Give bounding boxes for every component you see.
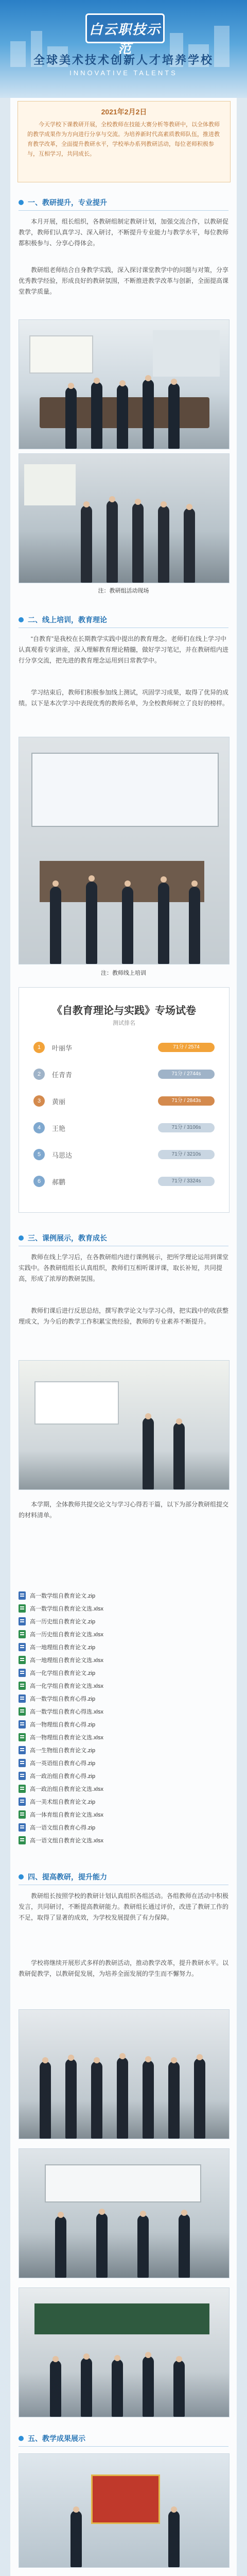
paragraph: 教师们课后进行反思总结，撰写教学论文与学习心得，把实践中的收获整理成文，为今后的教学工作积累宝贵经验，教师的专业素养不断提升。 bbox=[19, 1307, 229, 1325]
excel-file-icon bbox=[19, 1810, 26, 1819]
bullet-icon bbox=[19, 617, 24, 622]
file-name: 高一地理组自教育论文选.xlsx bbox=[30, 1657, 103, 1664]
rank-row bbox=[33, 1146, 215, 1163]
divider bbox=[19, 2446, 228, 2447]
bullet-icon bbox=[19, 200, 24, 205]
file-list bbox=[19, 1589, 228, 1846]
bullet-icon bbox=[19, 1874, 24, 1879]
file-item[interactable] bbox=[19, 1821, 228, 1834]
excel-file-icon bbox=[19, 1604, 26, 1613]
file-name: 高一数学组自教育心得选.xlsx bbox=[30, 1708, 103, 1715]
excel-file-icon bbox=[19, 1836, 26, 1844]
zip-file-icon bbox=[19, 1617, 26, 1625]
rank-score-badge: 71分 / 3324s bbox=[158, 1177, 215, 1186]
paragraph: 教研组老师结合自身教学实践，深入探讨课堂教学中的问题与对策，分享优秀教学经验，形成良好的教研氛围，不断推进教学改革与创新，全面提高课堂教学质量。 bbox=[19, 266, 229, 295]
rank-score-badge: 71分 / 2744s bbox=[158, 1070, 215, 1079]
file-name: 高一物理组自教育心得.zip bbox=[30, 1721, 96, 1728]
page-subtitle: INNOVATIVE TALENTS bbox=[69, 69, 178, 77]
paragraph: 学习结束后，教师们积极参加线上测试，巩固学习成果，取得了优异的成绩。以下是本次学习中表现优秀的教师名单，为全校教师树立了良好的榜样。 bbox=[19, 689, 229, 707]
file-name: 高一数学组自教育论文.zip bbox=[30, 1592, 96, 1599]
rank-name: 王艳 bbox=[52, 1124, 66, 1132]
paragraph: “自教育”是我校在长期教学实践中提出的教育理念。老师们在线上学习中认真观看专家讲座，深入理解教育理论精髓，做好学习笔记，并在教研组内进行分享交流，把先进的教育理念运用到日常教学中。 bbox=[19, 635, 229, 664]
file-item[interactable] bbox=[19, 1769, 228, 1782]
file-item[interactable] bbox=[19, 1602, 228, 1615]
rank-score-badge: 71分 / 3210s bbox=[158, 1150, 215, 1159]
intro-text: 今天学校下课教研开展，全校教师在技能大赛分析等教研中，以全体教师的教学成果作为方向进行分享与交流。为培养新时代高素质教师队伍，推进教育教学改革，全面提升教研水平，学校举办系列教研活动，每位老师积极参与，互相学习，共同成长。 bbox=[27, 122, 220, 157]
file-item[interactable] bbox=[19, 1628, 228, 1640]
photo-teachers-group bbox=[19, 453, 230, 583]
paragraph: 本月开展，组长组织，各教研组制定教研计划，加强交流合作，以教研促教学，教师们认真学习、深入研讨，不断提升专业能力与教学水平，每位教师都积极参与、分享心得体会。 bbox=[19, 218, 229, 247]
medal-icon: 1 bbox=[33, 1042, 45, 1053]
file-item[interactable] bbox=[19, 1705, 228, 1718]
file-item[interactable] bbox=[19, 1834, 228, 1846]
file-name: 高一化学组自教育论文.zip bbox=[30, 1670, 96, 1676]
photo-caption: 注：教师线上培训 bbox=[101, 970, 146, 976]
rank-card bbox=[19, 987, 230, 1213]
excel-file-icon bbox=[19, 1682, 26, 1690]
excel-file-icon bbox=[19, 1656, 26, 1664]
section-heading-4 bbox=[19, 1870, 107, 1884]
zip-file-icon bbox=[19, 1591, 26, 1600]
file-item[interactable] bbox=[19, 1795, 228, 1808]
file-item[interactable] bbox=[19, 1589, 228, 1602]
file-name: 高一历史组自教育论文.zip bbox=[30, 1618, 96, 1625]
file-name: 高一地理组自教育论文.zip bbox=[30, 1644, 96, 1651]
file-name: 高一数学组自教育论文选.xlsx bbox=[30, 1605, 103, 1612]
photo-seminar bbox=[19, 2148, 230, 2278]
zip-file-icon bbox=[19, 1669, 26, 1677]
rank-row bbox=[33, 1173, 215, 1190]
section-title: 二、线上培训，教育理论 bbox=[28, 616, 107, 624]
excel-file-icon bbox=[19, 1707, 26, 1716]
section-heading-5 bbox=[19, 2432, 85, 2445]
zip-file-icon bbox=[19, 1694, 26, 1703]
rank-name: 郝鹏 bbox=[52, 1178, 66, 1186]
photo-online-training bbox=[19, 737, 230, 964]
rank-row bbox=[33, 1120, 215, 1136]
photo-award bbox=[19, 2453, 230, 2568]
rank-score-badge: 71分 / 3106s bbox=[158, 1123, 215, 1132]
excel-file-icon bbox=[19, 1630, 26, 1638]
page-title: 全球美术技术创新人才培养学校 bbox=[33, 54, 214, 66]
zip-file-icon bbox=[19, 1823, 26, 1832]
rank-name: 任青青 bbox=[52, 1071, 73, 1079]
file-name: 高一英语组自教育心得.zip bbox=[30, 1760, 96, 1767]
photo-meeting-room bbox=[19, 319, 230, 449]
zip-file-icon bbox=[19, 1772, 26, 1780]
file-name: 高一政治组自教育论文选.xlsx bbox=[30, 1786, 103, 1792]
zip-file-icon bbox=[19, 1746, 26, 1754]
section-title: 三、课例展示，教育成长 bbox=[28, 1234, 107, 1242]
paragraph: 教研组长按照学校的教研计划认真组织各组活动。各组教师在活动中积极发言，共同研讨，不断提高教研能力。教研组长通过评价，改进了教研工作的不足，取得了显著的成效，为学校发展提供了有力保障。 bbox=[19, 1892, 229, 1921]
file-item[interactable] bbox=[19, 1666, 228, 1679]
paragraph: 学校将继续开展形式多样的教研活动，推动教学改革，提升教研水平。以教研促教学，以教研促发展，为培养全面发展的学生而不懈努力。 bbox=[19, 1959, 229, 1977]
file-item[interactable] bbox=[19, 1731, 228, 1743]
file-name: 高一历史组自教育论文选.xlsx bbox=[30, 1631, 103, 1638]
photo-caption: 注：教研组活动现场 bbox=[98, 588, 149, 594]
photo-lesson-demo bbox=[19, 1360, 230, 1490]
intro-card bbox=[17, 101, 231, 182]
medal-icon: 5 bbox=[33, 1149, 45, 1160]
file-name: 高一生物组自教育论文.zip bbox=[30, 1747, 96, 1754]
file-name: 高一语文组自教育心得.zip bbox=[30, 1824, 96, 1831]
rank-name: 马思达 bbox=[52, 1151, 73, 1159]
rank-title: 《自教育理论与实践》专场试卷 bbox=[52, 1005, 196, 1016]
file-name: 高一政治组自教育心得.zip bbox=[30, 1773, 96, 1780]
file-name: 高一美术组自教育论文.zip bbox=[30, 1799, 96, 1805]
file-item[interactable] bbox=[19, 1679, 228, 1692]
file-item[interactable] bbox=[19, 1743, 228, 1756]
excel-file-icon bbox=[19, 1785, 26, 1793]
medal-icon: 4 bbox=[33, 1122, 45, 1133]
banner bbox=[0, 0, 247, 98]
rank-name: 黄丽 bbox=[52, 1097, 66, 1106]
rank-row bbox=[33, 1039, 215, 1056]
file-item[interactable] bbox=[19, 1718, 228, 1731]
rank-subtitle: 测试排名 bbox=[113, 1020, 135, 1026]
file-item[interactable] bbox=[19, 1808, 228, 1821]
section-title: 四、提高教研，提升能力 bbox=[28, 1873, 107, 1881]
file-item[interactable] bbox=[19, 1782, 228, 1795]
section-heading-2 bbox=[19, 613, 107, 626]
publish-date: 2021年2月2日 bbox=[101, 108, 147, 116]
photo-classroom bbox=[19, 2287, 230, 2417]
file-name: 高一语文组自教育论文选.xlsx bbox=[30, 1837, 103, 1844]
rank-row bbox=[33, 1066, 215, 1082]
section-heading-1 bbox=[19, 196, 107, 209]
zip-file-icon bbox=[19, 1798, 26, 1806]
section-heading-3 bbox=[19, 1231, 107, 1245]
file-item[interactable] bbox=[19, 1756, 228, 1769]
file-item[interactable] bbox=[19, 1653, 228, 1666]
bullet-icon bbox=[19, 2436, 24, 2441]
bullet-icon bbox=[19, 1235, 24, 1241]
divider bbox=[19, 210, 228, 211]
medal-icon: 3 bbox=[33, 1095, 45, 1107]
file-item[interactable] bbox=[19, 1692, 228, 1705]
file-name: 高一物理组自教育论文选.xlsx bbox=[30, 1734, 103, 1741]
section-title: 五、教学成果展示 bbox=[28, 2434, 85, 2443]
logo bbox=[85, 13, 165, 56]
rank-score-badge: 71分 / 2843s bbox=[158, 1096, 215, 1106]
file-item[interactable] bbox=[19, 1615, 228, 1628]
medal-icon: 6 bbox=[33, 1176, 45, 1187]
logo-text: 白云职技示范 bbox=[89, 22, 161, 56]
file-name: 高一体育组自教育论文选.xlsx bbox=[30, 1811, 103, 1818]
paragraph: 本学期，全体教师共提交论文与学习心得若干篇，以下为部分教研组提交的材料清单。 bbox=[19, 1501, 229, 1519]
file-item[interactable] bbox=[19, 1640, 228, 1653]
section-title: 一、教研提升，专业提升 bbox=[28, 198, 107, 207]
zip-file-icon bbox=[19, 1720, 26, 1728]
file-name: 高一数学组自教育心得.zip bbox=[30, 1696, 96, 1702]
medal-icon: 2 bbox=[33, 1069, 45, 1080]
photo-staff-line bbox=[19, 2009, 230, 2139]
excel-file-icon bbox=[19, 1733, 26, 1741]
zip-file-icon bbox=[19, 1759, 26, 1767]
rank-score-badge: 71分 / 2574 bbox=[158, 1043, 215, 1052]
rank-row bbox=[33, 1093, 215, 1109]
rank-name: 叶丽华 bbox=[52, 1044, 73, 1052]
paragraph: 教师在线上学习后，在各教研组内进行课例展示，把所学理论运用到课堂实践中。各教研组组长认真组织，教师们互相听课评课，取长补短，共同提高，形成了浓厚的教研氛围。 bbox=[19, 1253, 229, 1282]
file-name: 高一化学组自教育论文选.xlsx bbox=[30, 1683, 103, 1689]
zip-file-icon bbox=[19, 1643, 26, 1651]
